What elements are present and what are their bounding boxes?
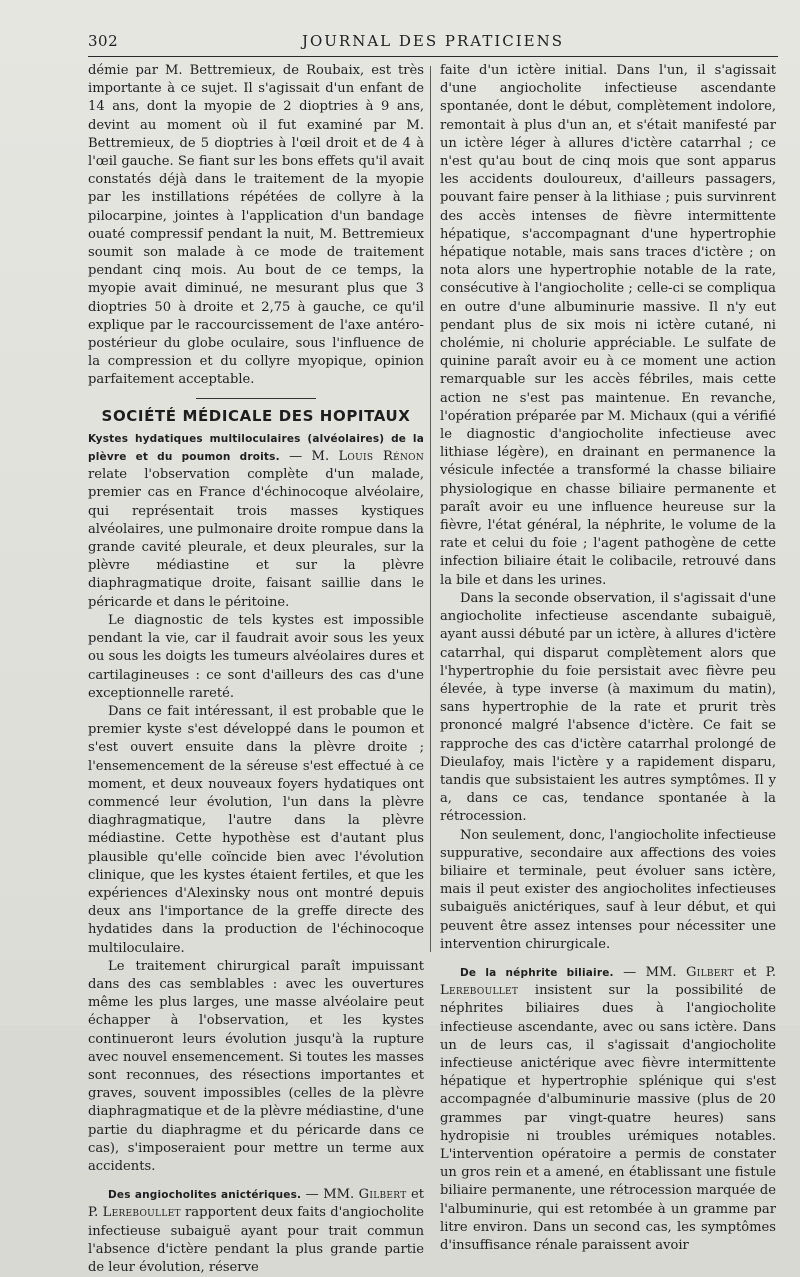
paragraph-conclusion: Non seulement, donc, l'angiocholite infectieuse suppurative, secondaire aux affections des voies biliaire et terminale, peut évoluer sans ictère, mais il peut exister des angiocholites infectieuses subaiguës anictériques, sauf à leur début, et qui peuvent être assez intenses pour nécessiter une intervention chirurgicale. [440,827,776,952]
author-name: Louis Rénon [338,449,424,465]
paragraph-myopia: démie par M. Bettremieux, de Roubaix, est très importante à ce sujet. Il s'agissait d'un enfant de 14 ans, dont la myopie de 2 dioptries à 9 ans, devint au moment où il fut examiné par M. Bettremieux, de 5 dioptries à l'œil droit et de 4 à l'œil gauche. Se fiant sur les bons effets qu'il avait constatés déjà dans le traitement de la myopie par les instillations répétées de collyre à la pilocarpine, jointes à l'application d'un bandage ouaté compressif pendant la nuit, M. Bettremieux soumit son malade à ce mode de traitement pendant cinq mois. Au bout de ce temps, la myopie avait diminué, ne mesurant plus que 3 dioptries 50 à droite et 2,75 à gauche, ce qu'il explique par le raccourcissement de l'axe antéro-postérieur du globe oculaire, sous l'influence de la compression et du collyre myopique, opinion parfaitement acceptable. [88,63,424,388]
author-name: Lereboullet [102,1205,181,1221]
page-header [88,28,778,57]
paragraph-first-case: faite d'un ictère initial. Dans l'un, il s'agissait d'une angiocholite infectieuse ascendante spontanée, dont le début, complètement indolore, remontait à plus d'un an, et s'était manifesté par un ictère léger à allures d'ictère catarrhal ; ce n'est qu'au bout de cinq mois que sont apparus les accidents douloureux, d'ailleurs passagers, pouvant faire penser à la lithiase ; puis survinrent des accès intenses de fièvre intermittente hépatique, s'accompagnant d'une hypertrophie hépatique notable, mais sans traces d'ictère ; on nota alors une hypertrophie notable de la rate, consécutive à l'angiocholite ; celle-ci se compliqua en outre d'une albuminurie massive. Il n'y eut pendant plus de six mois ni ictère cutané, ni cholémie, ni cholurie appréciable. Le sulfate de quinine paraît avoir eu à ce moment une action remarquable sur les accès fébriles, mais cette action ne s'est pas maintenue. En revanche, l'opération préparée par M. Michaux (qui a vérifié le diagnostic d'angiocholite infectieuse avec lithiase légère), en drainant en permanence la vésicule infectée a transformé la chasse biliaire physiologique en chasse biliaire permanente et paraît avoir eu une influence heureuse sur la fièvre, l'état général, la néphrite, le volume de la rate et celui du foie ; l'agent pathogène de cette infection biliaire était le colibacile, retrouvé dans la bile et dans les urines. [440,63,776,588]
paragraph-diagnostic: Le diagnostic de tels kystes est impossible pendant la vie, car il faudrait avoir sous les yeux ou sous les doigts les tumeurs alvéolaires dures et cartilagineuses : ce sont d'ailleurs des cas d'une exceptionnelle rareté. [88,612,424,701]
left-column [88,62,424,1277]
running-title: JOURNAL DES PRATICIENS [301,32,565,50]
article-kystes: Kystes hydatiques multiloculaires (alvéolaires) de la plèvre et du poumon droits. — M. Louis Rénon relate l'observation complète d'un malade, premier cas en France d'échinocoque alvéolaire, qui représentait trois masses kystiques alvéolaires, une pulmonaire droite rompue dans la grande cavité pleurale, et deux pleurales, sur la plèvre médiastine et sur la plèvre diaphragmatique droite, faisant saillie dans le péricarde et dans le péritoine. [88,432,424,610]
article-nephrite: De la néphrite biliaire. — MM. Gilbert et P. Lereboullet insistent sur la possibilité de néphrites biliaires dues à l'angiocholite infectieuse ascendante, avec ou sans ictère. Dans un de leurs cas, il s'agissait d'angiocholite infectieuse anictérique avec fièvre intermittente hépatique et hypertrophie splénique qui s'est accompagnée d'albuminurie massive (plus de 20 grammes par vingt-quatre heures) sans hydropisie ni troubles urémiques notables. L'intervention opératoire a permis de constater un gros rein et a amené, en établissant une fistule biliaire permanente, une rétrocession marquée de l'albuminurie, qui est retombée à un gramme par litre environ. Dans un second cas, les symptômes d'insuffisance rénale paraissent avoir [440,964,776,1253]
article-heading: Kystes hydatiques multiloculaires (alvéolaires) de la plèvre et du poumon droits. [88,432,424,464]
section-separator [196,398,316,399]
author-name: Lereboullet [440,983,519,999]
paragraph-hypothesis: Dans ce fait intéressant, il est probable que le premier kyste s'est développé dans le poumon et s'est ouvert ensuite dans la plèvre droite ; l'ensemencement de la séreuse s'est effectué à ce moment, et deux nouveaux foyers hydatiques ont commencé leur évolution, l'un dans la plèvre diaghragmatique, l'autre dans la plèvre médiastine. Cette hypothèse est d'autant plus plausible qu'elle coïncide bien avec l'évolution clinique, que les kystes étaient fertiles, et que les expériences d'Alexinsky nous ont montré depuis deux ans l'importance de la greffe directe des hydatides dans la production de l'échinocoque multiloculaire. [88,703,424,956]
section-title: SOCIÉTÉ MÉDICALE DES HOPITAUX [101,406,411,425]
right-column [440,62,776,1255]
author-name: Gilbert [358,1187,407,1203]
article-heading: De la néphrite biliaire. [460,966,614,979]
paragraph-treatment: Le traitement chirurgical paraît impuissant dans des cas semblables : avec les ouvertures même les plus larges, une masse alvéolaire peut échapper à l'observation, et les kystes continueront leurs évolution jusqu'à la rupture avec nouvel ensemencement. Si toutes les masses sont reconnues, des résections importantes et graves, souvent impossibles (celles de la plèvre diaphragmatique et de la plèvre médiastine, d'une partie du diaphragme et du péricarde dans ce cas), s'imposeraient pour mettre un terme aux accidents. [88,958,424,1174]
article-angiocholites: Des angiocholites anictériques. — MM. Gilbert et P. Lereboullet rapportent deux faits d'angiocholite infectieuse subaiguë ayant pour trait commun l'absence d'ictère pendant la plus grande partie de leur évolution, réserve [88,1187,424,1275]
page-number: 302 [88,32,119,50]
author-name: Gilbert [685,964,734,980]
column-rule [430,66,431,952]
paragraph-second-case: Dans la seconde observation, il s'agissait d'une angiocholite infectieuse ascendante subaiguë, ayant aussi débuté par un ictère, à allures d'ictère catarrhal, qui disparut complètement alors que l'hypertrophie du foie persistait avec fièvre peu élevée, à type inverse (à maximum du matin), sans hypertrophie de la rate et prurit très prononcé malgré l'absence d'ictère. Ce fait se rapproche des cas d'ictère catarrhal prolongé de Dieulafoy, mais l'ictère y a rapidement disparu, tandis que subsistaient les autres symptômes. Il y a, dans ce cas, tendance spontanée à la rétrocession. [440,590,776,825]
article-heading: Des angiocholites anictériques. [108,1189,302,1202]
